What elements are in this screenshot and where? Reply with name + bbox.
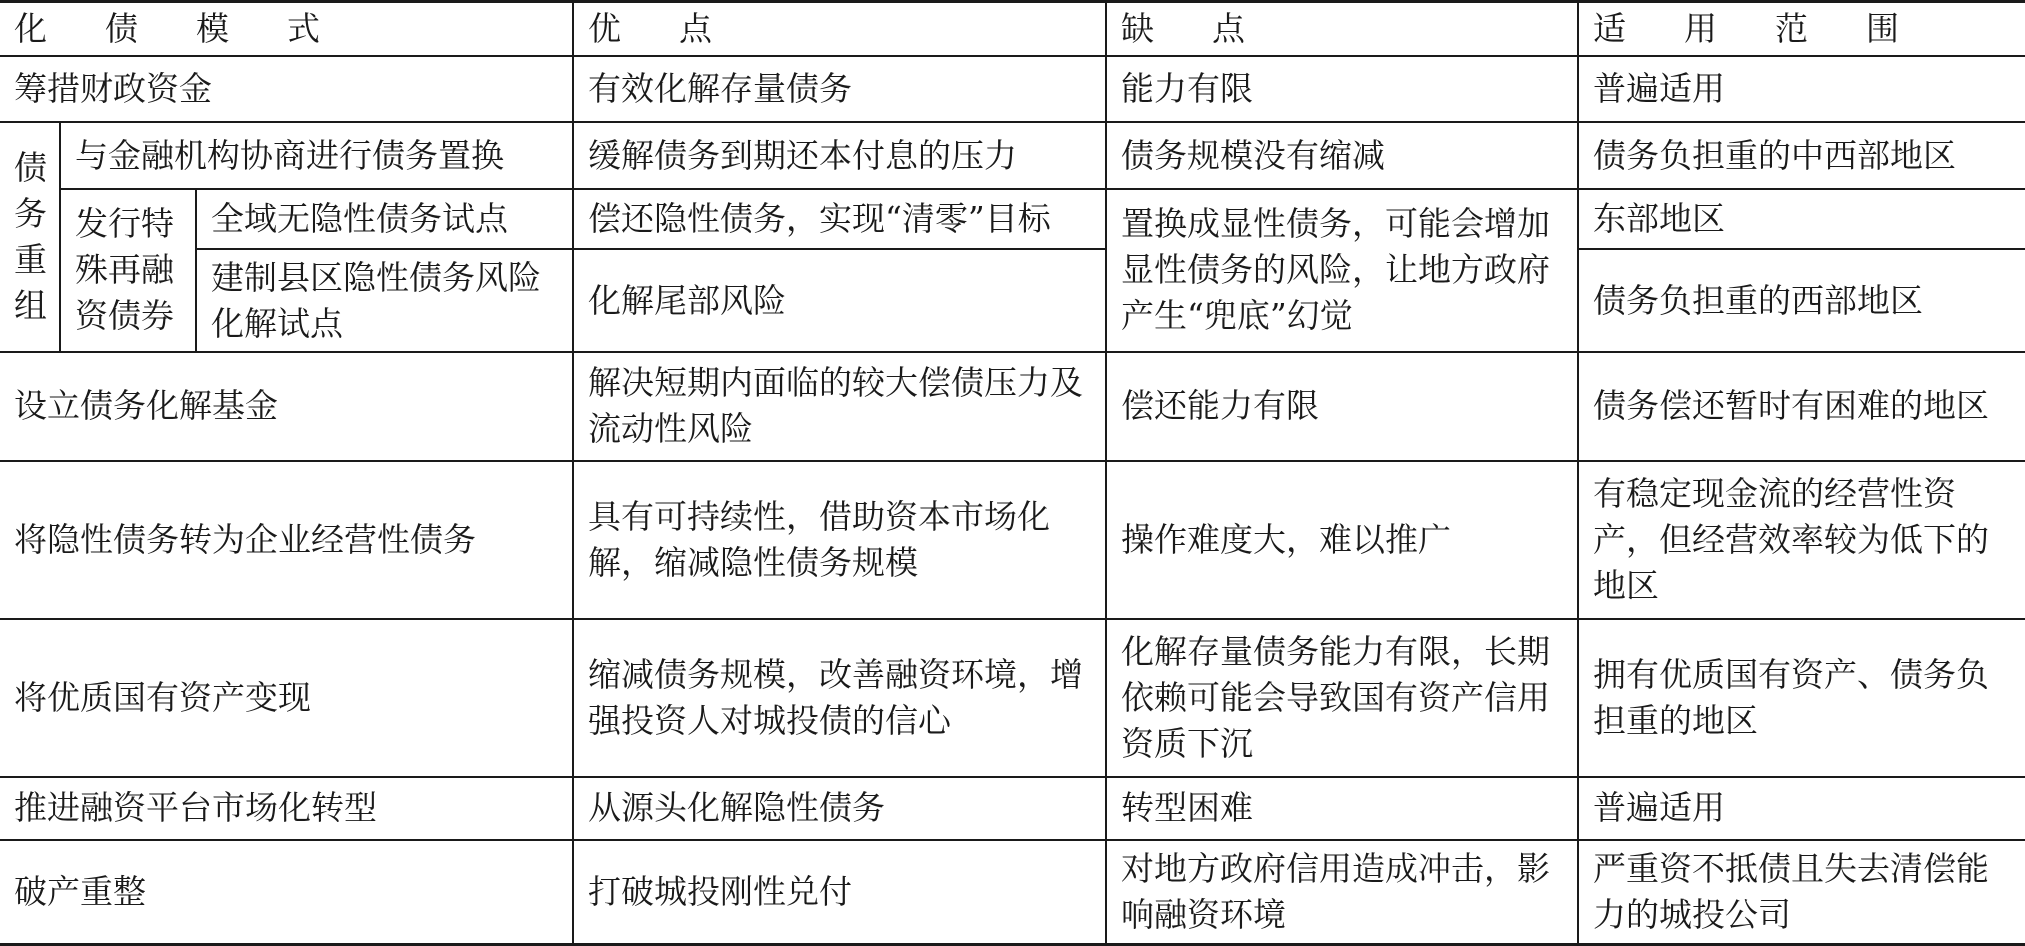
scope-cell: 债务偿还暂时有困难的地区: [1578, 352, 2025, 461]
advantage-cell: 具有可持续性，借助资本市场化解，缩减隐性债务规模: [573, 461, 1106, 619]
advantage-cell: 偿还隐性债务，实现“清零”目标: [573, 189, 1106, 249]
table-row: [0, 249, 2025, 352]
mode-cell: 推进融资平台市场化转型: [0, 777, 573, 839]
scope-cell: 东部地区: [1578, 189, 2025, 249]
mode-cell: 筹措财政资金: [0, 56, 573, 122]
disadvantage-cell: 化解存量债务能力有限，长期依赖可能会导致国有资产信用资质下沉: [1106, 619, 1578, 777]
advantage-cell: 解决短期内面临的较大偿债压力及流动性风险: [573, 352, 1106, 461]
table-row: [0, 619, 2025, 777]
mode-cell: 将隐性债务转为企业经营性债务: [0, 461, 573, 619]
header-disadvantage: 缺点: [1106, 2, 1578, 56]
advantage-cell: 从源头化解隐性债务: [573, 777, 1106, 839]
advantage-cell: 缓解债务到期还本付息的压力: [573, 122, 1106, 188]
advantage-cell: 有效化解存量债务: [573, 56, 1106, 122]
table-row: [0, 461, 2025, 619]
disadvantage-cell: 偿还能力有限: [1106, 352, 1578, 461]
scope-cell: 债务负担重的西部地区: [1578, 249, 2025, 352]
advantage-cell: 缩减债务规模，改善融资环境，增强投资人对城投债的信心: [573, 619, 1106, 777]
table-row: [0, 777, 2025, 839]
mode-cell: 设立债务化解基金: [0, 352, 573, 461]
disadvantage-cell: 操作难度大，难以推广: [1106, 461, 1578, 619]
mode-cell: 与金融机构协商进行债务置换: [60, 122, 573, 188]
table-row: [0, 352, 2025, 461]
header-scope: 适用范围: [1578, 2, 2025, 56]
disadvantage-cell: 能力有限: [1106, 56, 1578, 122]
disadvantage-cell: 债务规模没有缩减: [1106, 122, 1578, 188]
scope-cell: 有稳定现金流的经营性资产，但经营效率较为低下的地区: [1578, 461, 2025, 619]
table-row: [0, 189, 2025, 249]
mode-cell: 全域无隐性债务试点: [196, 189, 573, 249]
table-row: [0, 122, 2025, 188]
mode-cell: 建制县区隐性债务风险化解试点: [196, 249, 573, 352]
sublabel-special-refinancing-bonds: 发行特殊再融资债券: [60, 189, 196, 352]
advantage-cell: 化解尾部风险: [573, 249, 1106, 352]
table-row: [0, 840, 2025, 945]
header-row: [0, 2, 2025, 56]
table-row: [0, 56, 2025, 122]
scope-cell: 拥有优质国有资产、债务负担重的地区: [1578, 619, 2025, 777]
mode-cell: 将优质国有资产变现: [0, 619, 573, 777]
header-advantage: 优点: [573, 2, 1106, 56]
scope-cell: 普遍适用: [1578, 777, 2025, 839]
disadvantage-cell-shared: 置换成显性债务，可能会增加显性债务的风险，让地方政府产生“兜底”幻觉: [1106, 189, 1578, 352]
header-mode: 化债模式: [0, 2, 573, 56]
disadvantage-cell: 对地方政府信用造成冲击，影响融资环境: [1106, 840, 1578, 945]
scope-cell: 债务负担重的中西部地区: [1578, 122, 2025, 188]
disadvantage-cell: 转型困难: [1106, 777, 1578, 839]
advantage-cell: 打破城投刚性兑付: [573, 840, 1106, 945]
mode-cell: 破产重整: [0, 840, 573, 945]
group-label-debt-restructuring: 债务重组: [0, 122, 60, 352]
scope-cell: 严重资不抵债且失去清偿能力的城投公司: [1578, 840, 2025, 945]
scope-cell: 普遍适用: [1578, 56, 2025, 122]
